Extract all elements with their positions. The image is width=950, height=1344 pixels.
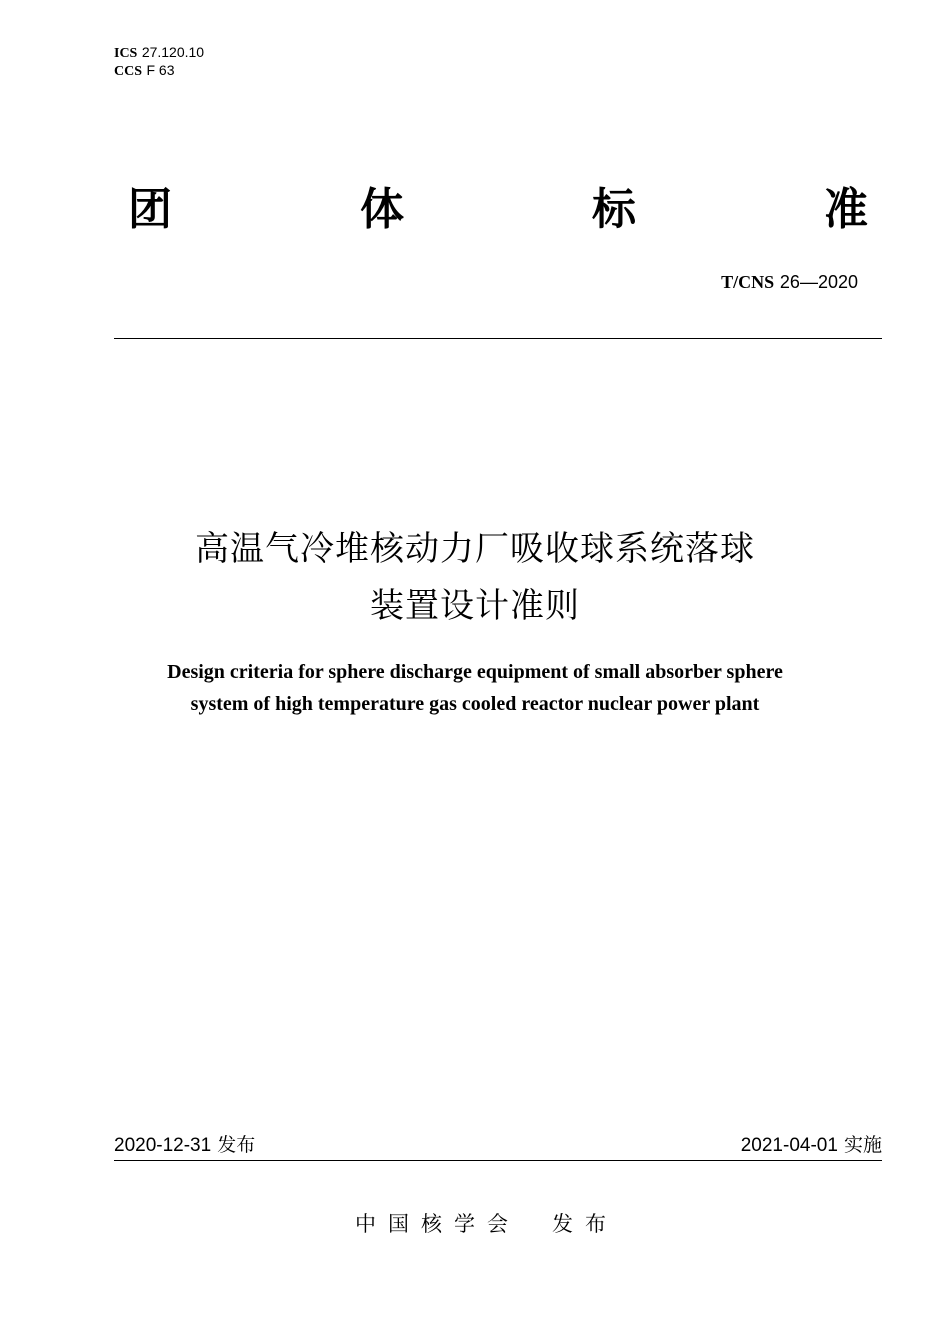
ccs-label: CCS bbox=[114, 64, 143, 79]
title-cn-line2: 装置设计准则 bbox=[370, 586, 580, 626]
standard-code bbox=[721, 272, 858, 293]
title-cn-line1: 高温气冷堆核动力厂吸收球系统落球 bbox=[195, 529, 755, 569]
ics-code bbox=[114, 44, 204, 62]
ccs-code bbox=[114, 62, 204, 80]
publisher-line bbox=[355, 1208, 618, 1238]
implement-date bbox=[741, 1130, 882, 1157]
header-divider bbox=[114, 338, 882, 339]
issue-date bbox=[114, 1130, 255, 1157]
standard-type-char: 团 bbox=[128, 184, 172, 235]
standard-code-number: 26—2020 bbox=[779, 272, 858, 292]
standard-type-char: 标 bbox=[592, 184, 636, 235]
issue-date-label: 发布 bbox=[217, 1134, 256, 1156]
publisher-name: 中国核学会 bbox=[355, 1212, 520, 1236]
standard-code-prefix: T/CNS bbox=[721, 272, 775, 292]
footer-divider bbox=[114, 1160, 882, 1161]
ics-label: ICS bbox=[114, 46, 138, 61]
implement-date-value: 2021-04-01 bbox=[740, 1135, 838, 1156]
issue-date-value: 2020-12-31 bbox=[114, 1135, 212, 1156]
standard-type-char: 准 bbox=[824, 184, 868, 235]
classification-codes bbox=[114, 44, 204, 80]
implement-date-label: 实施 bbox=[843, 1134, 882, 1156]
standard-type-char: 体 bbox=[360, 184, 404, 235]
title-en-line1: Design criteria for sphere discharge equipment of small absorber sphere bbox=[167, 661, 783, 683]
title-en-line2: system of high temperature gas cooled reactor nuclear power plant bbox=[190, 693, 760, 715]
publisher-action: 发布 bbox=[552, 1212, 618, 1236]
ccs-value: F 63 bbox=[146, 62, 175, 78]
standard-type-heading bbox=[128, 182, 868, 238]
ics-value: 27.120.10 bbox=[141, 44, 205, 60]
